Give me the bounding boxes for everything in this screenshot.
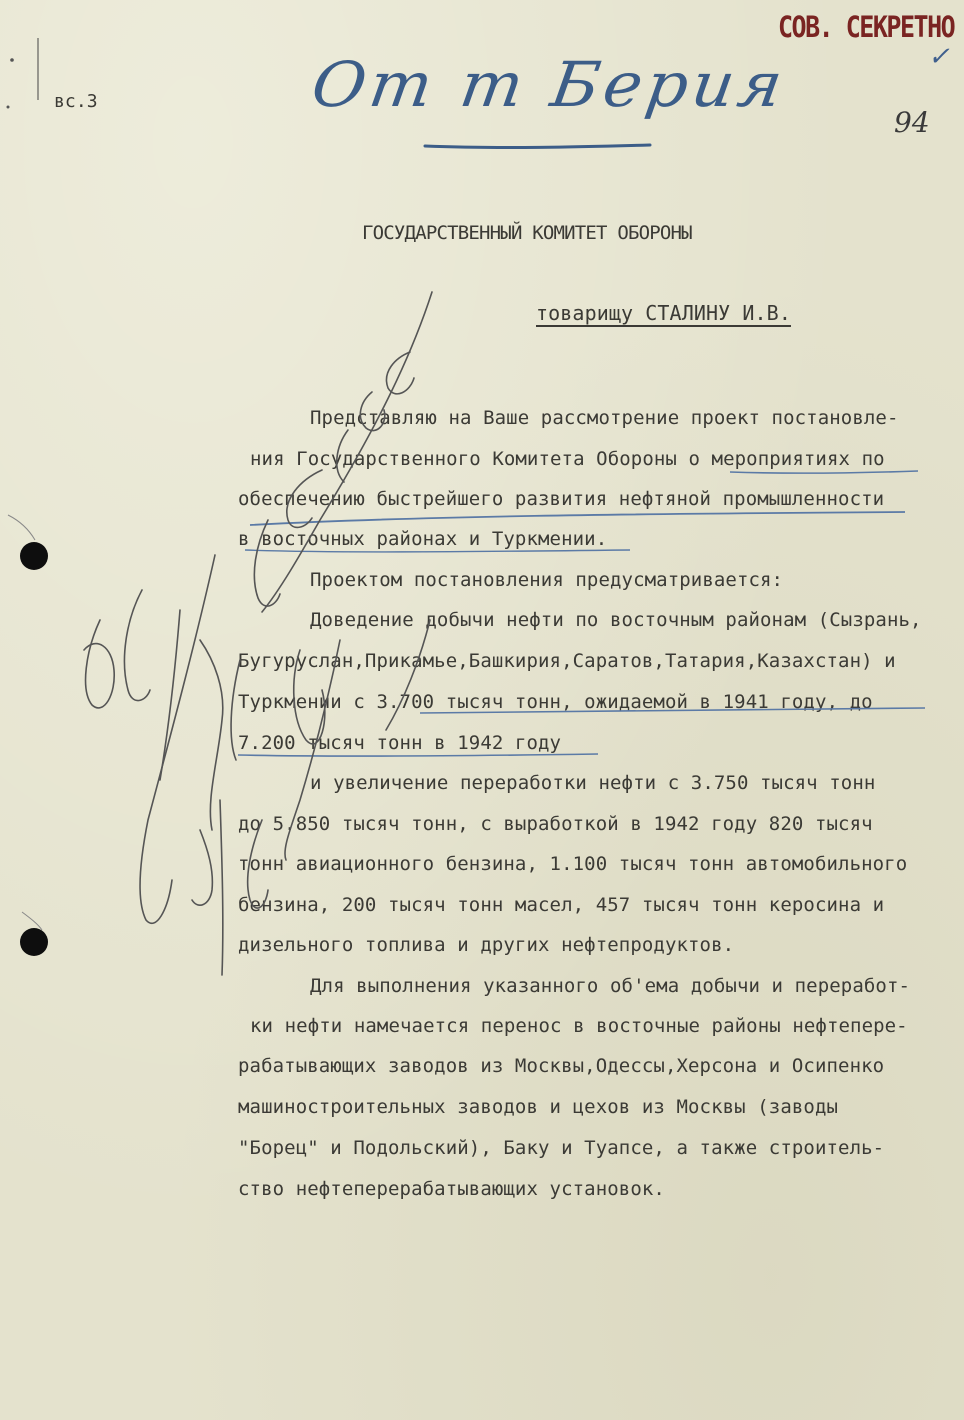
body-line-4: в восточных районах и Туркмении.: [238, 528, 608, 550]
body-line-3: обеспечению быстрейшего развития нефтяной промышленности: [238, 488, 885, 510]
body-line-15: Для выполнения указанного об'ема добычи и переработ-: [310, 975, 911, 997]
addressee-org: ГОСУДАРСТВЕННЫЙ КОМИТЕТ ОБОРОНЫ: [362, 222, 692, 244]
page-number: 94: [894, 106, 930, 139]
handwritten-note: От т Берия: [307, 48, 792, 121]
addressee-person: товарищу СТАЛИНУ И.В.: [536, 301, 791, 325]
body-line-11: до 5.850 тысяч тонн, с выработкой в 1942 году 820 тысяч: [238, 813, 873, 835]
body-line-20: ство нефтеперерабатывающих установок.: [238, 1178, 665, 1200]
body-line-5: Проектом постановления предусматривается:: [310, 569, 784, 591]
body-line-10: и увеличение переработки нефти с 3.750 тысяч тонн: [310, 772, 876, 794]
reference-code: вс.3: [54, 91, 98, 112]
body-line-13: бензина, 200 тысяч тонн масел, 457 тысяч тонн керосина и: [238, 894, 885, 916]
body-line-12: тонн авиационного бензина, 1.100 тысяч тонн автомобильного: [238, 853, 908, 875]
body-line-2: ния Государственного Комитета Обороны о мероприятиях по: [250, 448, 885, 470]
body-line-6: Доведение добычи нефти по восточным районам (Сызрань,: [310, 609, 922, 631]
body-line-1: Представляю на Ваше рассмотрение проект постановле-: [310, 407, 899, 429]
body-line-16: ки нефти намечается перенос в восточные районы нефтепере-: [250, 1015, 908, 1037]
body-line-19: "Борец" и Подольский), Баку и Туапсе, а также строитель-: [238, 1137, 885, 1159]
body-line-17: рабатывающих заводов из Москвы,Одессы,Херсона и Осипенко: [238, 1055, 885, 1077]
body-line-7: Бугуруслан,Прикамье,Башкирия,Саратов,Татария,Казахстан) и: [238, 650, 896, 672]
stamp-check-mark: ✓: [928, 42, 950, 72]
body-line-9: 7.200 тысяч тонн в 1942 году: [238, 732, 562, 754]
body-line-14: дизельного топлива и других нефтепродуктов.: [238, 934, 735, 956]
body-line-8: Туркмении с 3.700 тысяч тонн, ожидаемой в 1941 году, до: [238, 691, 873, 713]
secrecy-stamp: СОВ. СЕКРЕТНО: [778, 10, 955, 45]
body-line-18: машиностроительных заводов и цехов из Москвы (заводы: [238, 1096, 839, 1118]
